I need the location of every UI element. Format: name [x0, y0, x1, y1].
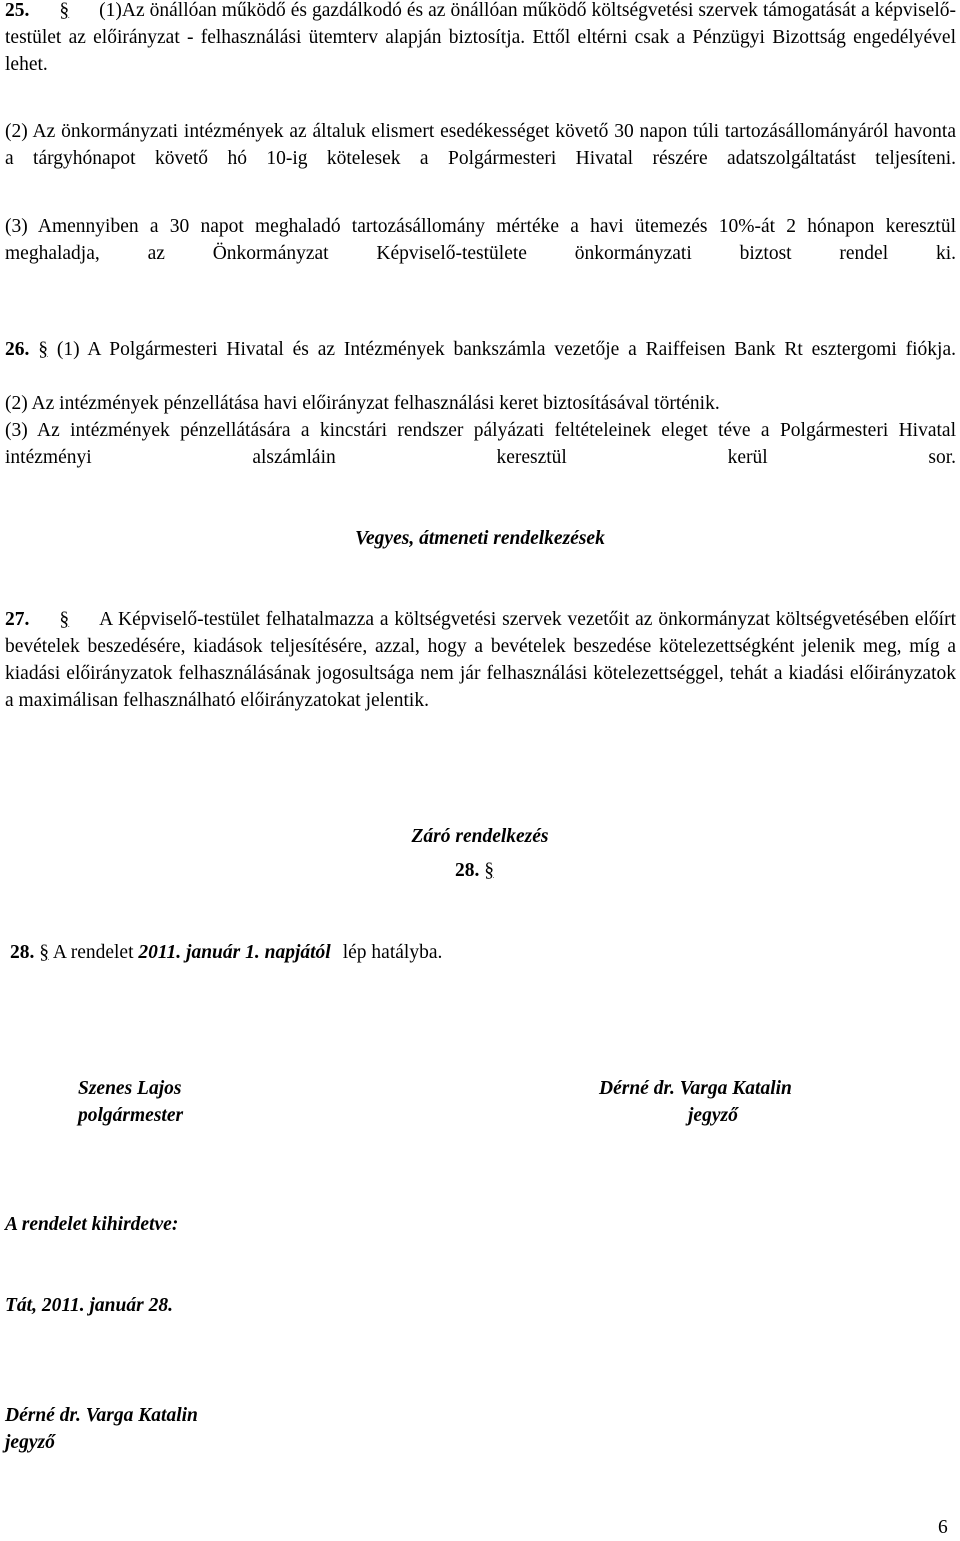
- section-28-paragraph: [10, 939, 442, 966]
- section-26-text-1: (1) A Polgármesteri Hivatal és az Intézmények bankszámla vezetője a Raiffeisen Bank Rt esztergomi fiókja.: [56, 339, 957, 360]
- section-26-sign: §: [38, 339, 48, 360]
- section-26-paragraph-2: [5, 390, 720, 417]
- section-26-text-2: (2) Az intézmények pénzellátása havi előirányzat felhasználási keret biztosításával történik.: [5, 393, 720, 414]
- section-28-centered-number: 28: [455, 860, 475, 881]
- promulgation-title: jegyző: [5, 1432, 55, 1453]
- section-25-number: 25.: [5, 0, 30, 21]
- section-28-sign: §: [39, 942, 49, 963]
- promulgation-name: Dérné dr. Varga Katalin: [5, 1405, 198, 1426]
- signature-left-name: Szenes Lajos: [78, 1078, 182, 1099]
- section-27-paragraph: [5, 606, 956, 714]
- section-28-date: 2011. január 1: [138, 942, 255, 963]
- section-26-paragraph-3: [5, 417, 956, 498]
- signature-right-title: jegyző: [688, 1105, 738, 1126]
- section-25-text-3: (3) Amennyiben a 30 napot meghaladó tartozásállomány mértéke a havi ütemezés 10%-át 2 hónapon keresztül meghaladja, az Önkormányzat Képviselő-testülete önkormányzati biztost rendel ki.: [5, 216, 956, 264]
- section-28-centered-sign: §: [484, 860, 494, 881]
- heading-closing-text: Záró rendelkezés: [411, 826, 549, 847]
- section-27-number: 27.: [5, 609, 30, 630]
- section-25-text-1: (1)Az önállóan működő és gazdálkodó és az önállóan működő költségvetési szervek támogatását a képviselő-testület az előirányzat - felhasználási ütemterv alapján biztosítja. Ettől eltérni csak a Pénzügyi Bizottság engedélyével lehet.: [5, 0, 956, 75]
- section-28-text-b: . napjától: [254, 942, 331, 963]
- section-28-number: 28.: [10, 942, 35, 963]
- section-26-text-3: (3) Az intézmények pénzellátására a kincstári rendszer pályázati feltételeinek eleget téve a Polgármesteri Hivatal intézményi alszámláin keresztül kerül sor.: [5, 420, 956, 468]
- promulgation-place-date: Tát, 2011. január 28.: [5, 1295, 173, 1316]
- heading-closing-provision: [0, 822, 960, 852]
- section-28-centered-dot: .: [474, 860, 480, 881]
- page-number: 6: [938, 1517, 948, 1538]
- section-26-paragraph-1: [5, 336, 956, 390]
- section-28-centered-heading: [455, 857, 494, 884]
- section-28-text-c: lép hatályba.: [342, 942, 443, 963]
- section-25-paragraph-1: [5, 0, 956, 105]
- promulgation-label: A rendelet kihirdetve:: [5, 1214, 179, 1235]
- heading-mixed-provisions: Vegyes, átmeneti rendelkezések: [355, 528, 605, 549]
- section-28-text-a: A rendelet: [52, 942, 134, 963]
- section-25-paragraph-2: [5, 118, 956, 199]
- signature-right-name: Dérné dr. Varga Katalin: [599, 1078, 792, 1099]
- section-27-sign: §: [59, 609, 70, 630]
- section-25-paragraph-3: [5, 213, 956, 294]
- signature-left-title: polgármester: [78, 1105, 184, 1126]
- section-27-text: A Képviselő-testület felhatalmazza a költségvetési szervek vezetőit az önkormányzat költségvetésében előírt bevételek beszedésére, kiadások teljesítésére, azzal, hogy a bevételek beszedése kötelezettségként jelenik meg, míg a kiadási előirányzatok felhasználásának jogosultsága nem jár felhasználási kötelezettséggel, tehát a kiadási előirányzatok a maximálisan felhasználható előirányzatokat jelentik.: [5, 609, 956, 711]
- section-25-sign: §: [59, 0, 70, 21]
- section-26-number: 26.: [5, 339, 30, 360]
- section-25-text-2: (2) Az önkormányzati intézmények az általuk elismert esedékességet követő 30 napon túli tartozásállományáról havonta a tárgyhónapot követő hó 10-ig kötelesek a Polgármesteri Hivatal részére adatszolgáltatást teljesíteni.: [5, 121, 956, 169]
